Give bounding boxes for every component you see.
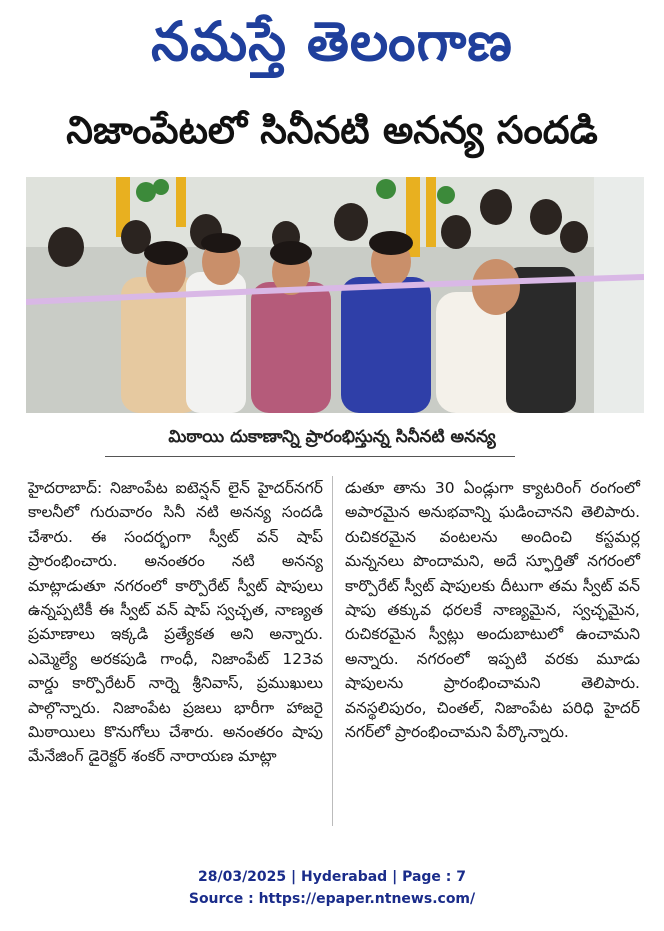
- news-photo: [26, 177, 644, 413]
- page-footer: [0, 866, 664, 910]
- footer-dateline: 28/03/2025 | Hyderabad | Page : 7: [197, 869, 467, 885]
- article-column-2: డుతూ తాను 30 ఏండ్లుగా క్యాటరింగ్ రంగంలో అపారమైన అనుభవాన్ని ఘడించానని తెలిపారు. రుచికరమైన వంటలను అందించి కస్టమర్ల మన్ననలు పొందామని, అదే స్ఫూర్తితో నగరంలో కార్పొరేట్ స్వీట్ షాపులకు దీటుగా తమ స్వీట్ వన్ షాపు తక్కువ ధరలకే నాణ్యమైన, స్వచ్ఛమైన, రుచికరమైన స్వీట్లు అందుబాటులో ఉంచామని అన్నారు. నగరంలో ఇప్పటి వరకు మూడు షాపులను ప్రారంభించామని తెలిపారు. వనస్థలిపురం, చింతల్, నిజాంపేట పరిధి హైదర్ నగర్‌లో ప్రారంభించామని పేర్కొన్నారు.: [345, 479, 640, 742]
- news-photo-illustration: [26, 177, 644, 413]
- caption-underline: [105, 456, 515, 457]
- photo-caption: మిఠాయి దుకాణాన్ని ప్రారంభిస్తున్న సినీనటి అనన్య: [168, 427, 496, 447]
- footer-source-link[interactable]: Source : https://epaper.ntnews.com/: [188, 891, 476, 907]
- column-divider: [332, 476, 333, 826]
- article-column-1: హైదరాబాద్: నిజాంపేట ఐటెన్షన్ లైన్ హైదర్‌నగర్ కాలనీలో గురువారం సినీ నటి అనన్య సందడి చేశారు. ఈ సందర్భంగా స్వీట్ వన్ షాప్ ప్రారంభించారు. అనంతరం నటి అనన్య మాట్లాడుతూ నగరంలో కార్పొరేట్ స్వీట్ షాపులు ఉన్నప్పటికీ ఈ స్వీట్ వన్ షాప్ స్వచ్ఛత, నాణ్యత ప్రమాణాలు ఇక్కడి ప్రత్యేకత అని అన్నారు. ఎమ్మెల్యే అరకపుడి గాంధీ, నిజాంపేట్ 123వ వార్డు కార్పొరేటర్ నార్నె శ్రీనివాస్, ప్రముఖులు పాల్గొన్నారు. నిజాంపేట ప్రజలు భారీగా హాజరై మిఠాయిలు కొనుగోలు చేశారు. అనంతరం షాపు మేనేజింగ్ డైరెక్టర్ శంకర్ నారాయణ మాట్లా: [28, 479, 323, 766]
- article-body: [28, 476, 640, 841]
- headline: నిజాంపేటలో సినీనటి అనన్య సందడి: [66, 108, 598, 152]
- masthead-logo: నమస్తే తెలంగాణ: [151, 10, 513, 73]
